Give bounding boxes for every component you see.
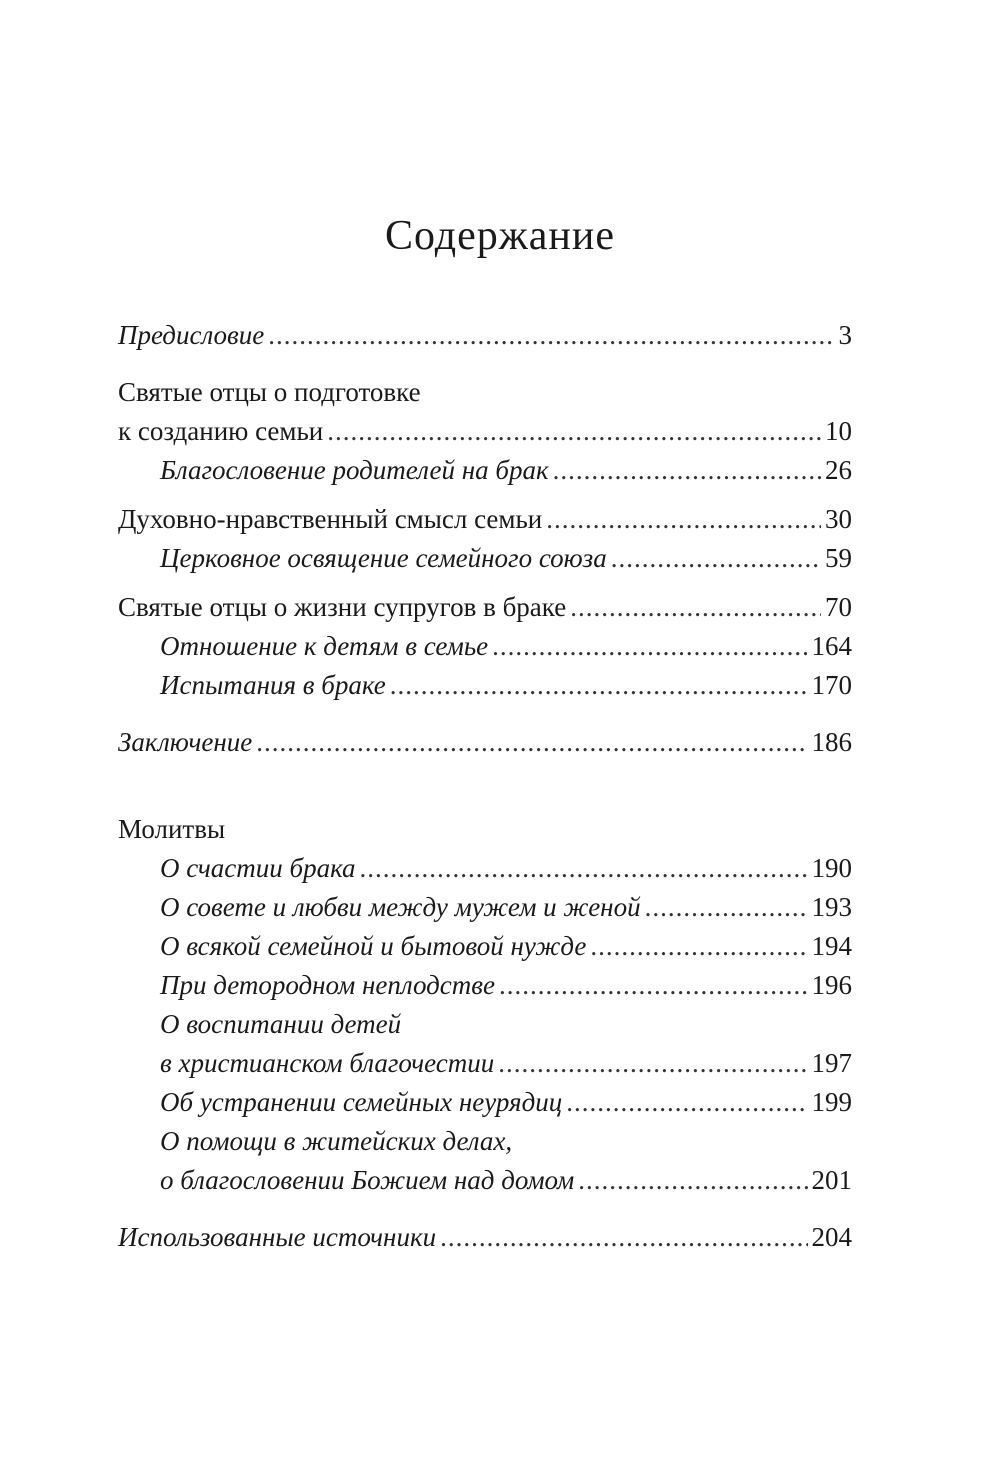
toc-entry-chapter-2-sub-1 [118,539,852,578]
toc-page-number: 204 [811,1222,852,1252]
dot-leader [492,627,807,666]
toc-page-number: 199 [811,1087,852,1117]
dot-leader [256,723,807,762]
toc-page-number: 26 [825,455,852,485]
toc-entry-prayer-1 [118,849,852,888]
toc-entry-chapter-3-sub-2 [118,666,852,705]
dot-leader [645,888,808,927]
toc-entry-conclusion [118,723,852,762]
toc-entry-label: о благословении Божием над домом [160,1165,575,1195]
toc-entry-label: Предисловие [118,320,265,350]
toc-page-number: 194 [811,931,852,961]
dot-leader [268,316,834,355]
toc-page-number: 197 [811,1048,852,1078]
toc-entry-label-line: Святые отцы о подготовке [118,377,421,407]
toc-page-number: 10 [825,416,852,446]
toc-entry-label: О всякой семейной и бытовой нужде [160,931,587,961]
toc-entry-prayer-6 [118,1083,852,1122]
toc-page-number: 201 [811,1165,852,1195]
toc-entry-label: Церковное освящение семейного союза [160,543,607,573]
toc-page-number: 30 [825,504,852,534]
toc-page-number: 193 [811,892,852,922]
dot-leader [498,1044,807,1083]
toc-entry-label: Отношение к детям в семье [160,631,489,661]
dot-leader [360,849,808,888]
toc-entry-prayer-4 [118,966,852,1005]
toc-entry-prayer-2 [118,888,852,927]
toc-entry-prayer-7 [118,1161,852,1200]
toc-entry-label: Испытания в браке [160,670,386,700]
dot-leader [570,588,821,627]
toc-entry-chapter-1-sub-1 [118,451,852,490]
toc-page-number: 186 [811,727,852,757]
toc-page-number: 70 [825,592,852,622]
toc-page-number: 164 [811,631,852,661]
toc-entry-label: к созданию семьи [118,416,324,446]
toc-entry-preface [118,316,852,355]
toc-page-number: 170 [811,670,852,700]
dot-leader [546,500,821,539]
toc-entry-chapter-2 [118,500,852,539]
toc-entry-label: Использованные источники [118,1222,437,1252]
dot-leader [499,966,808,1005]
toc-entry-prayer-5 [118,1044,852,1083]
table-of-contents [118,316,852,1257]
toc-entry-label-line: О воспитании детей [160,1009,402,1039]
dot-leader [611,539,821,578]
dot-leader [327,412,821,451]
toc-page-number: 190 [811,853,852,883]
toc-entry-label: О совете и любви между мужем и женой [160,892,641,922]
toc-entry-sources [118,1218,852,1257]
toc-entry-label: Святые отцы о жизни супругов в браке [118,592,567,622]
toc-entry-label: Духовно-нравственный смысл семьи [118,504,543,534]
toc-entry-prayer-3 [118,927,852,966]
toc-entry-chapter-3 [118,588,852,627]
toc-page-number: 3 [838,320,852,350]
toc-entry-label: в христианском благочестии [160,1048,495,1078]
dot-leader [578,1161,807,1200]
toc-entry-label: Благословение родителей на брак [160,455,549,485]
toc-entry-label: Заключение [118,727,253,757]
toc-entry-label: О счастии брака [160,853,356,883]
toc-page-number: 196 [811,970,852,1000]
page-title: Содержание [384,213,616,259]
dot-leader [440,1218,807,1257]
toc-entry-chapter-1 [118,412,852,451]
dot-leader [590,927,807,966]
toc-entry-label: При детородном неплодстве [160,970,495,1000]
toc-entry-chapter-3-sub-1 [118,627,852,666]
toc-page-number: 59 [825,543,852,573]
toc-entry-label-line: О помощи в житейских делах, [160,1126,513,1156]
dot-leader [390,666,808,705]
dot-leader [566,1083,807,1122]
toc-entry-label: Об устранении семейных неурядиц [160,1087,563,1117]
dot-leader [553,451,821,490]
toc-section-prayers: Молитвы [118,814,226,844]
